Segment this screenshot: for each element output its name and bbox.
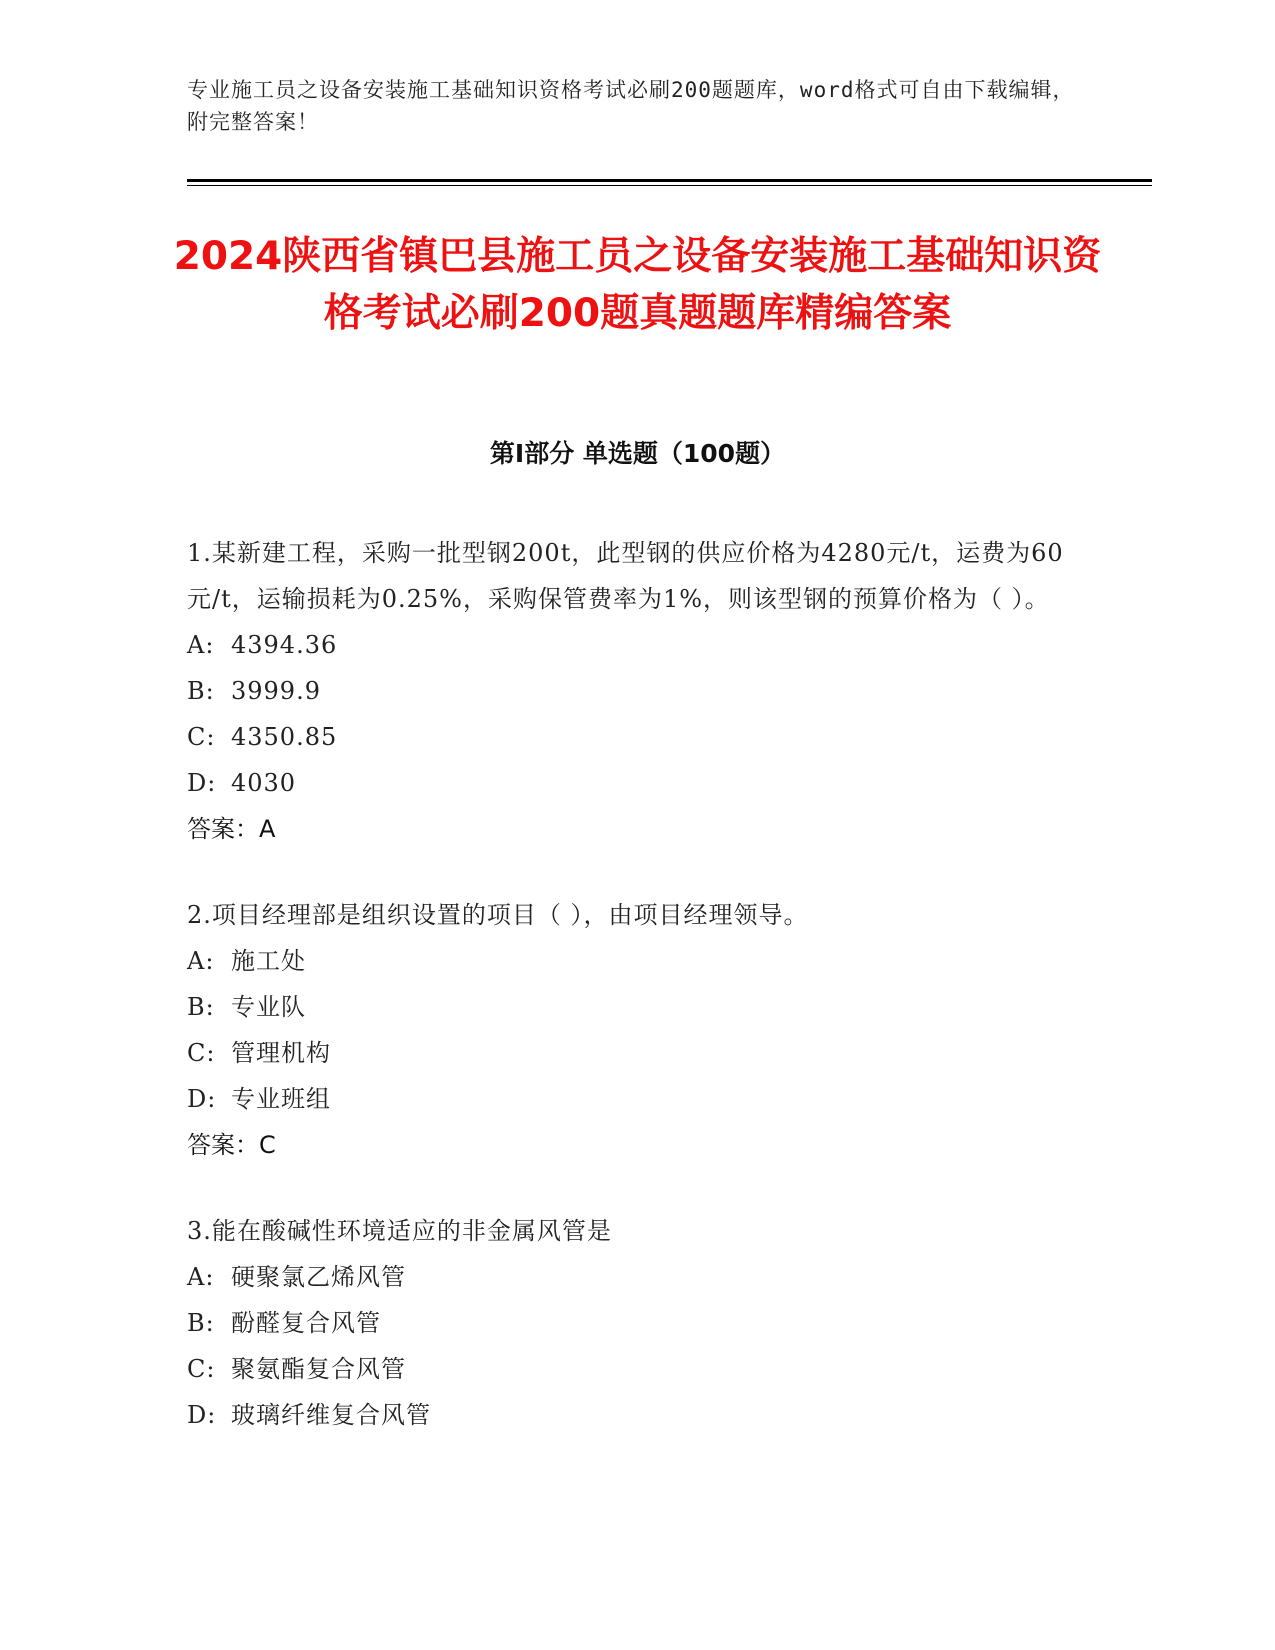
question-1 [187, 530, 1067, 852]
option-b [187, 668, 1067, 714]
document-title: 2024陕西省镇巴县施工员之设备安装施工基础知识资格考试必刷200题真题题库精编答案 [173, 234, 1102, 336]
option-text: 4394.36 [231, 631, 338, 659]
option-text: 专业班组 [231, 1085, 331, 1113]
option-text: 管理机构 [231, 1039, 331, 1067]
option-text: 硬聚氯乙烯风管 [231, 1263, 406, 1291]
option-letter: A: [187, 631, 215, 659]
option-a [187, 1254, 1067, 1300]
option-letter: C: [187, 1039, 216, 1067]
option-d [187, 1076, 1067, 1122]
option-a [187, 938, 1067, 984]
option-b [187, 1300, 1067, 1346]
option-letter: B: [187, 677, 215, 705]
option-text: 专业队 [231, 993, 306, 1021]
option-c [187, 1346, 1067, 1392]
option-letter: C: [187, 1355, 216, 1383]
option-text: 酚醛复合风管 [231, 1309, 381, 1337]
option-text: 4350.85 [231, 723, 338, 751]
question-2 [187, 892, 1067, 1168]
option-text: 4030 [231, 769, 297, 797]
option-letter: D: [187, 1401, 217, 1429]
section-title: 第Ⅰ部分 单选题（100题） [489, 439, 786, 468]
header-note: 专业施工员之设备安装施工基础知识资格考试必刷200题题库，word格式可自由下载编辑，附完整答案！ [187, 78, 1075, 134]
option-b [187, 984, 1067, 1030]
answer-line: 答案：C [187, 1131, 276, 1159]
option-d [187, 1392, 1067, 1438]
option-d [187, 760, 1067, 806]
question-stem: 1.某新建工程，采购一批型钢200t，此型钢的供应价格为4280元/t，运费为60元/t，运输损耗为0.25%，采购保管费率为1%，则该型钢的预算价格为（ ）。 [187, 539, 1064, 613]
answer-line: 答案：A [187, 815, 276, 843]
option-letter: D: [187, 1085, 217, 1113]
option-text: 施工处 [231, 947, 306, 975]
header-divider-thin [187, 185, 1152, 186]
option-c [187, 714, 1067, 760]
question-list [187, 530, 1067, 1478]
header-divider-thick [187, 179, 1152, 182]
option-c [187, 1030, 1067, 1076]
option-a [187, 622, 1067, 668]
option-letter: B: [187, 1309, 215, 1337]
question-3 [187, 1208, 1067, 1438]
option-letter: A: [187, 947, 215, 975]
option-letter: C: [187, 723, 216, 751]
option-text: 聚氨酯复合风管 [231, 1355, 406, 1383]
option-letter: B: [187, 993, 215, 1021]
option-text: 3999.9 [231, 677, 321, 705]
option-letter: A: [187, 1263, 215, 1291]
option-text: 玻璃纤维复合风管 [231, 1401, 431, 1429]
question-stem: 2.项目经理部是组织设置的项目（ ），由项目经理领导。 [187, 901, 809, 929]
question-stem: 3.能在酸碱性环境适应的非金属风管是 [187, 1217, 612, 1245]
option-letter: D: [187, 769, 217, 797]
